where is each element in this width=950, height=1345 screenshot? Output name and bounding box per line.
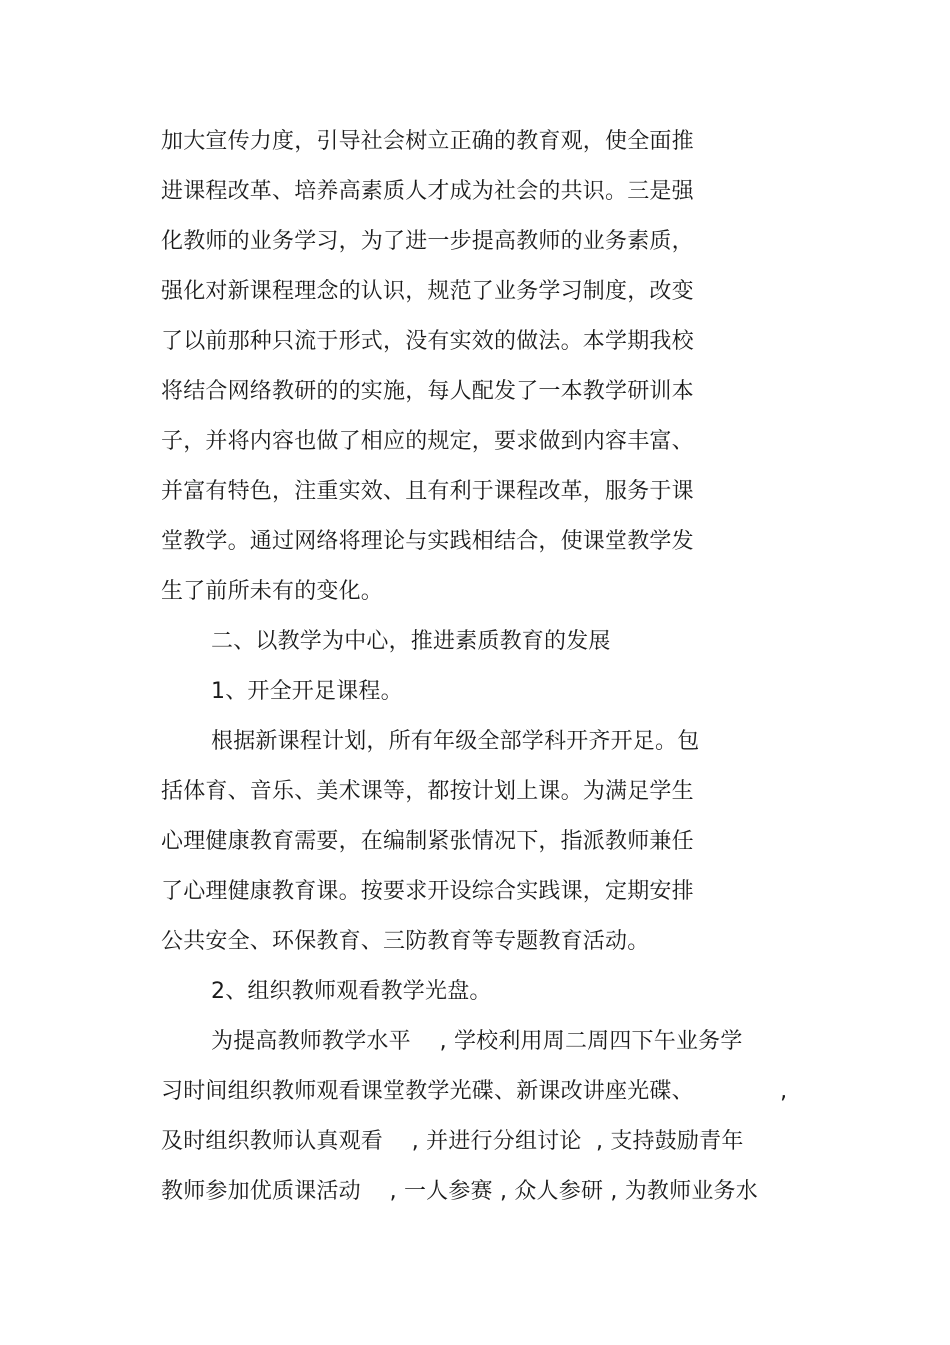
text-line: 并富有特色，注重实效、且有利于课程改革，服务于课 [161,479,694,504]
text-line: 堂教学。通过网络将理论与实践相结合，使课堂教学发 [161,529,694,554]
text-line: 了以前那种只流于形式，没有实效的做法。本学期我校 [161,329,694,354]
text-line: 强化对新课程理念的认识，规范了业务学习制度，改变 [161,279,694,304]
text-line: 为提高教师教学水平 , 学校利用周二周四下午业务学 [211,1029,743,1054]
text-line: 根据新课程计划，所有年级全部学科开齐开足。包 [211,729,700,754]
subsection-heading: 1、开全开足课程。 [211,679,403,704]
text-line: 及时组织教师认真观看 , 并进行分组讨论 , 支持鼓励青年 [161,1129,744,1154]
text-line: 化教师的业务学习，为了进一步提高教师的业务素质， [161,229,694,254]
text-line: 心理健康教育需要，在编制紧张情况下，指派教师兼任 [161,829,694,854]
text-line: 子，并将内容也做了相应的规定，要求做到内容丰富、 [161,429,694,454]
text-line: 括体育、音乐、美术课等，都按计划上课。为满足学生 [161,779,694,804]
text-line: 生了前所未有的变化。 [161,579,384,604]
text-line: 习时间组织教师观看课堂教学光碟、新课改讲座光碟、 , [161,1079,788,1104]
text-line: 将结合网络教研的的实施，每人配发了一本教学研训本 [161,379,694,404]
text-line: 公共安全、环保教育、三防教育等专题教育活动。 [161,929,650,954]
text-line: 了心理健康教育课。按要求开设综合实践课，定期安排 [161,879,694,904]
text-line: 加大宣传力度，引导社会树立正确的教育观，使全面推 [161,129,694,154]
text-line: 教师参加优质课活动 , 一人参赛 , 众人参研 , 为教师业务水 [161,1179,758,1204]
section-heading: 二、以教学为中心，推进素质教育的发展 [211,629,611,654]
subsection-heading: 2、组织教师观看教学光盘。 [211,979,492,1004]
text-line: 进课程改革、培养高素质人才成为社会的共识。三是强 [161,179,694,204]
